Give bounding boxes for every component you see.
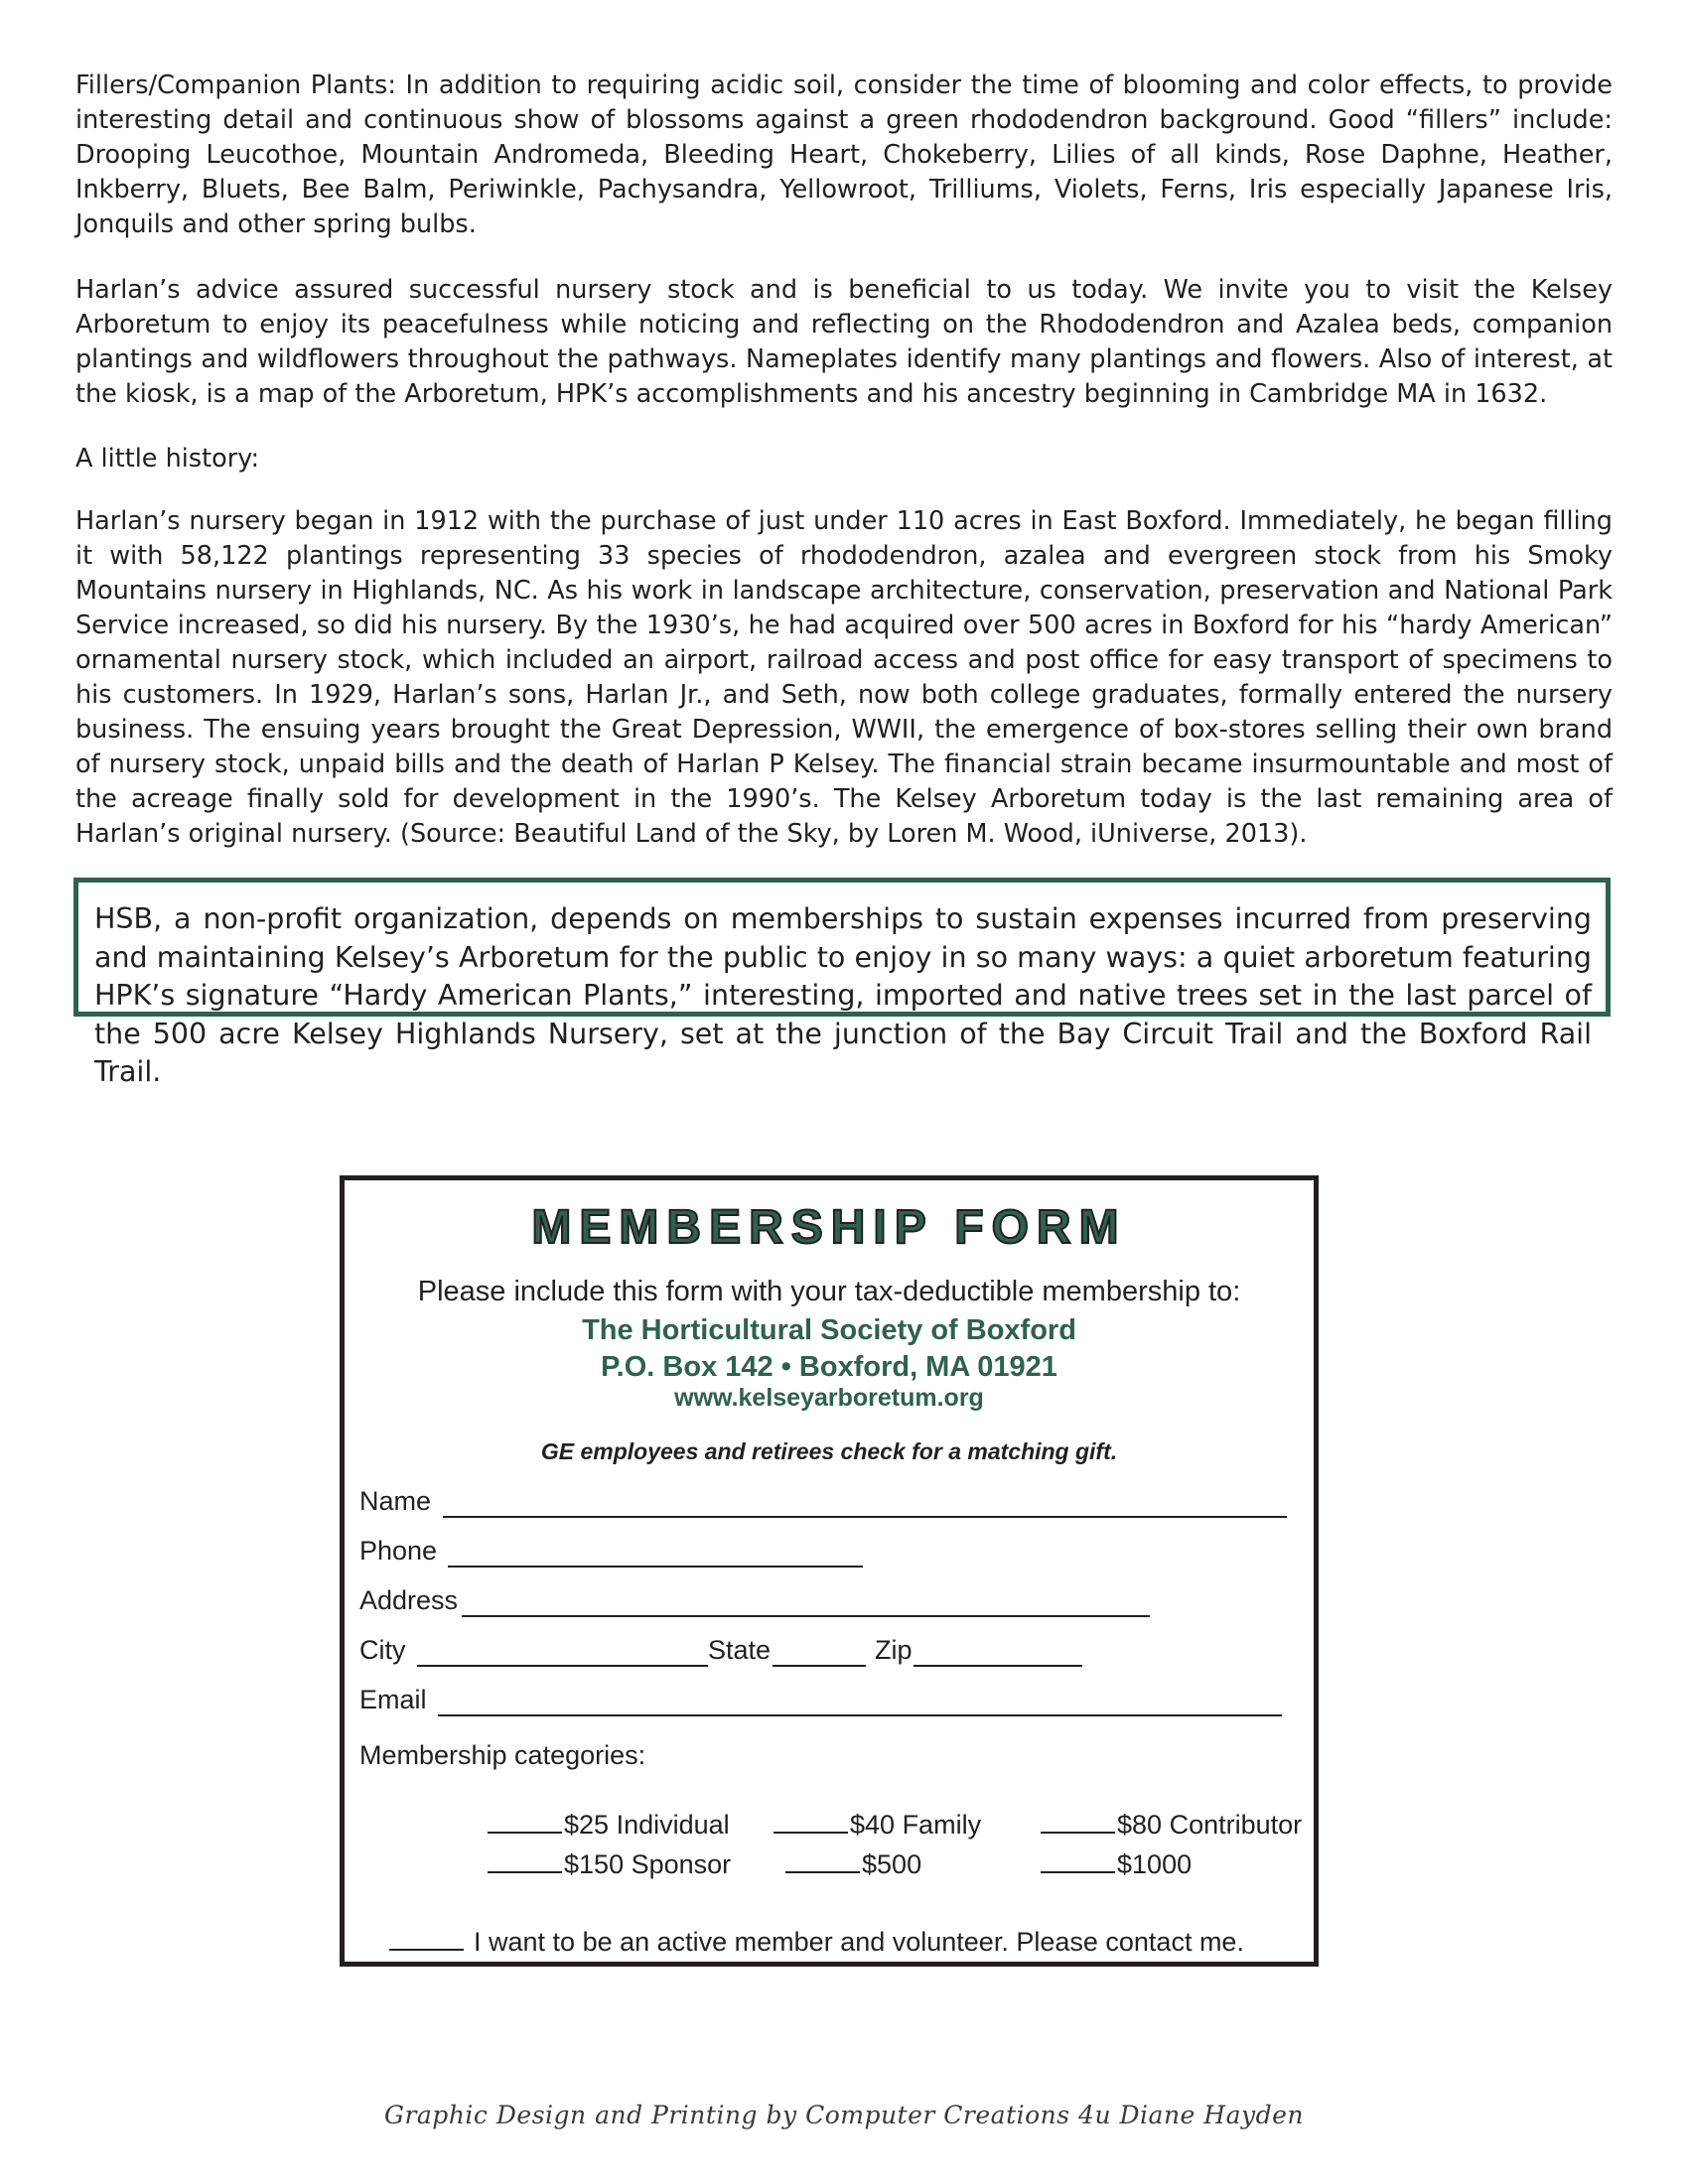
- city-field[interactable]: [417, 1665, 708, 1667]
- membership-form: [340, 1175, 1319, 1967]
- callout-text: HSB, a non-profit organization, depends on memberships to sustain expenses incurred from preserving and maintaining Kelsey’s Arboretum for the public to enjoy in so many ways: a quiet arboretum featuring HPK’s signature “Hardy American Plants,” interesting, imported and native trees set in the last parcel of the 500 acre Kelsey Highlands Nursery, set at the junction of the Bay Circuit Trail and the Boxford Rail Trail.: [94, 902, 1592, 1088]
- zip-field[interactable]: [914, 1665, 1082, 1667]
- name-field[interactable]: [443, 1516, 1287, 1518]
- checkbox-blank[interactable]: [1041, 1871, 1115, 1873]
- advice-paragraph: Harlan’s advice assured successful nursery stock and is beneficial to us today. We invite you to visit the Kelsey Arboretum to enjoy its peacefulness while noticing and reflecting on the Rhododendron and Azalea beds, companion plantings and wildflowers throughout the pathways. Nameplates identify many plantings and flowers. Also of interest, at the kiosk, is a map of the Arboretum, HPK’s accomplishments and his ancestry beginning in Cambridge MA in 1632.: [75, 275, 1613, 409]
- fillers-paragraph: Fillers/Companion Plants: In addition to requiring acidic soil, consider the time of blooming and color effects, to provide interesting detail and continuous show of blossoms against a green rhododendron background. Good “fillers” include: Drooping Leucothoe, Mountain Andromeda, Bleeding Heart, Chokeberry, Lilies of all kinds, Rose Daphne, Heather, Inkberry, Bluets, Bee Balm, Periwinkle, Pachysandra, Yellowroot, Trilliums, Violets, Ferns, Iris especially Japanese Iris, Jonquils and other spring bulbs.: [75, 70, 1613, 239]
- phone-label: Phone: [359, 1536, 438, 1566]
- org-address: P.O. Box 142 • Boxford, MA 01921: [601, 1351, 1057, 1383]
- category-option[interactable]: $500: [756, 1819, 921, 1911]
- address-label: Address: [359, 1585, 459, 1615]
- org-name: The Horticultural Society of Boxford: [582, 1314, 1076, 1346]
- checkbox-blank[interactable]: [488, 1871, 562, 1873]
- membership-categories-label: Membership categories:: [359, 1740, 646, 1770]
- category-option[interactable]: $40 Family: [744, 1779, 981, 1871]
- category-option[interactable]: $80 Contributor: [1011, 1779, 1302, 1871]
- state-label: State: [708, 1635, 772, 1665]
- email-label: Email: [359, 1685, 427, 1714]
- form-title: MEMBERSHIP FORM: [531, 1201, 1127, 1254]
- state-field[interactable]: [773, 1665, 866, 1667]
- city-label: City: [359, 1635, 406, 1665]
- checkbox-blank[interactable]: [389, 1949, 464, 1951]
- ge-matching-note: GE employees and retirees check for a matching gift.: [540, 1438, 1118, 1464]
- name-label: Name: [359, 1486, 432, 1516]
- phone-field[interactable]: [448, 1566, 863, 1568]
- address-field[interactable]: [462, 1615, 1150, 1617]
- category-option[interactable]: $150 Sponsor: [458, 1819, 731, 1911]
- email-field[interactable]: [438, 1714, 1282, 1716]
- volunteer-option[interactable]: I want to be an active member and volunteer. Please contact me.: [359, 1896, 1244, 1988]
- design-credit: Graphic Design and Printing by Computer Creations 4u Diane Hayden: [383, 2101, 1305, 2129]
- checkbox-blank[interactable]: [785, 1871, 860, 1873]
- history-heading: A little history:: [75, 444, 260, 474]
- category-option[interactable]: $1000: [1011, 1819, 1192, 1911]
- zip-label: Zip: [875, 1635, 913, 1665]
- category-option[interactable]: $25 Individual: [458, 1779, 730, 1871]
- membership-callout-box: [73, 878, 1611, 1088]
- org-website: www.kelseyarboretum.org: [674, 1384, 984, 1412]
- history-paragraph: Harlan’s nursery began in 1912 with the purchase of just under 110 acres in East Boxford. Immediately, he began filling it with 58,122 plantings representing 33 species of rhododendron, azalea and evergreen stock from his Smoky Mountains nursery in Highlands, NC. As his work in landscape architecture, conservation, preservation and National Park Service increased, so did his nursery. By the 1930’s, he had acquired over 500 acres in Boxford for his “hardy American” ornamental nursery stock, which included an airport, railroad access and post office for easy transport of specimens to his customers. In 1929, Harlan’s sons, Harlan Jr., and Seth, now both college graduates, formally entered the nursery business. The ensuing years brought the Great Depression, WWII, the emergence of box-stores selling their own brand of nursery stock, unpaid bills and the death of Harlan P Kelsey. The financial strain became insurmountable and most of the acreage finally sold for development in the 1990’s. The Kelsey Arboretum today is the last remaining area of Harlan’s original nursery. (Source: Beautiful Land of the Sky, by Loren M. Wood, iUniverse, 2013).: [75, 506, 1613, 849]
- form-instruction: Please include this form with your tax-deductible membership to:: [417, 1276, 1241, 1307]
